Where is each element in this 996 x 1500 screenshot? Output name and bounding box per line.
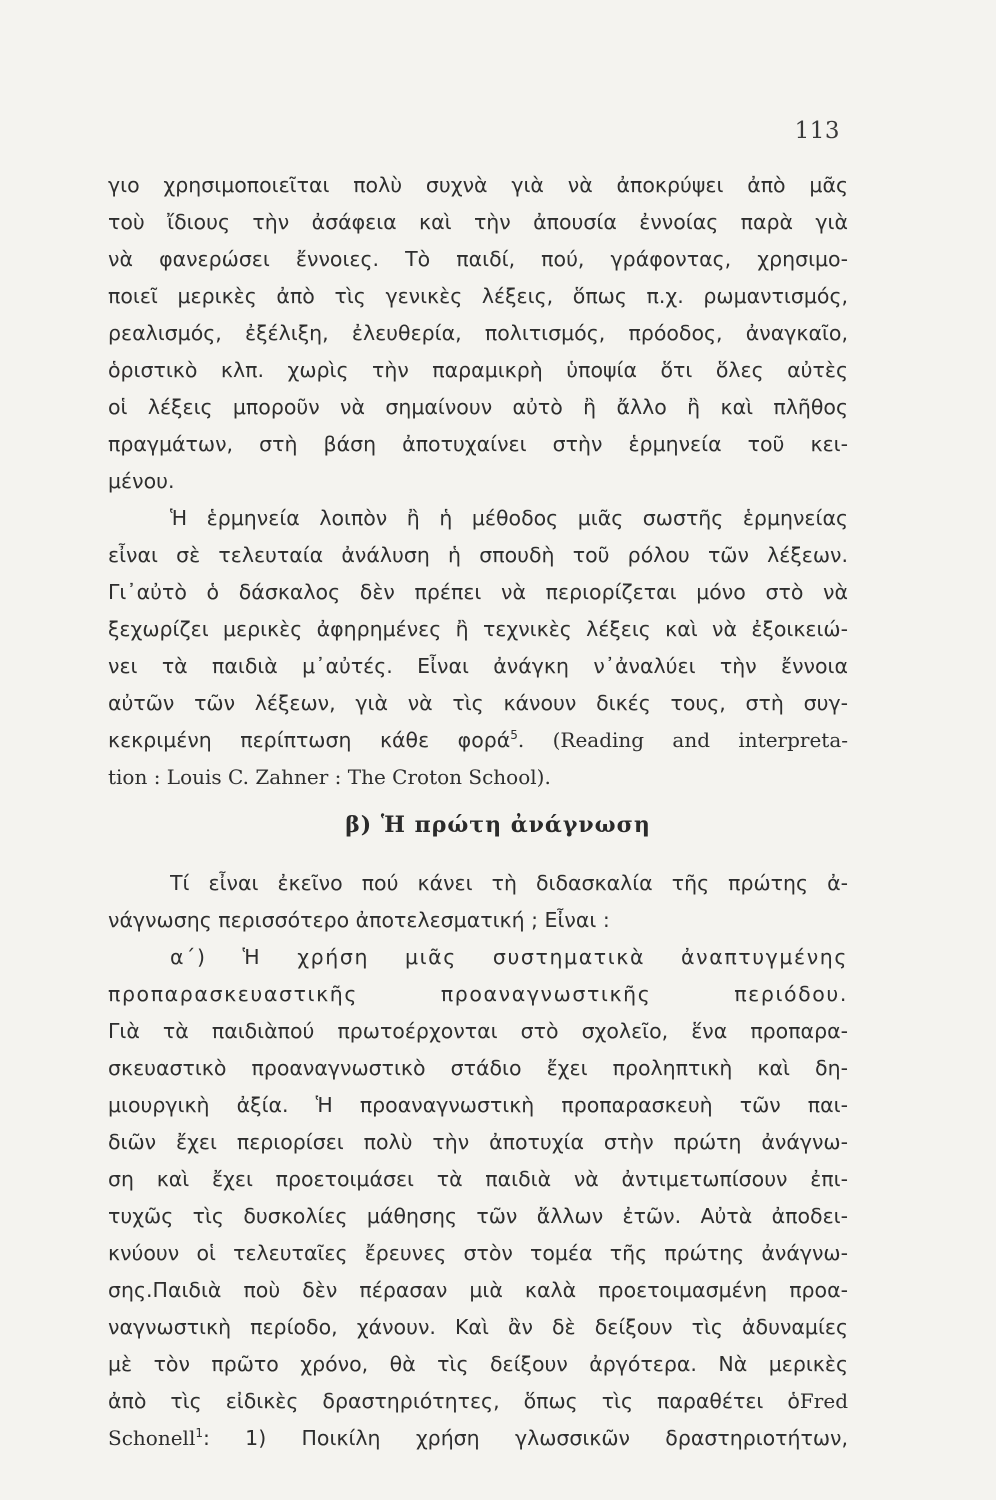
text-line: νει τὰ παιδιὰ μ᾽αὐτές. Εἶναι ἀνάγκη ν᾽ἀναλύει τὴν ἔννοια <box>108 654 848 678</box>
text-line: μιουργικὴ ἀξία. Ἡ προαναγνωστικὴ προπαρασκευὴ τῶν παι- <box>108 1093 848 1117</box>
text-line: μένου. <box>108 469 175 493</box>
text-fragment: ἀπὸ τὶς εἰδικὲς δραστηριότητες, ὅπως τὶς παραθέτει ὁ <box>108 1389 800 1413</box>
text-line <box>108 723 848 763</box>
text-line: πραγμάτων, στὴ βάση ἀποτυχαίνει στὴν ἑρμηνεία τοῦ κει- <box>108 432 848 456</box>
text-line: Ἡ ἑρμηνεία λοιπὸν ἢ ἡ μέθοδος μιᾶς σωστῆς ἑρμηνείας <box>170 506 848 530</box>
text-line <box>108 1421 848 1461</box>
text-line: σης.Παιδιὰ ποὺ δὲν πέρασαν μιὰ καλὰ προετοιμασμένη προα- <box>108 1278 848 1302</box>
text-line: Τί εἶναι ἐκεῖνο πού κάνει τὴ διδασκαλία τῆς πρώτης ἀ- <box>170 871 848 895</box>
text-fragment: : 1) Ποικίλη χρήση γλωσσικῶν δραστηριοτήτων, <box>202 1426 848 1450</box>
text-line: οἱ λέξεις μποροῦν νὰ σημαίνουν αὐτὸ ἢ ἄλλο ἢ καὶ πλῆθος <box>108 395 848 419</box>
text-line: Γιὰ τὰ παιδιὰπού πρωτοέρχονται στὸ σχολεῖο, ἕνα προπαρα- <box>108 1019 848 1043</box>
section-heading: β) Ἡ πρώτη ἀνάγνωση <box>345 812 651 838</box>
citation-text: tion : Louis C. Zahner : The Croton School). <box>108 765 551 789</box>
text-line: σκευαστικὸ προαναγνωστικὸ στάδιο ἔχει προληπτικὴ καὶ δη- <box>108 1056 848 1080</box>
text-line: νάγνωσης περισσότερο ἀποτελεσματική ; Εἶναι : <box>108 908 610 932</box>
text-line: διῶν ἔχει περιορίσει πολὺ τὴν ἀποτυχία στὴν πρώτη ἀνάγνω- <box>108 1130 848 1154</box>
text-line: ση καὶ ἔχει προετοιμάσει τὰ παιδιὰ νὰ ἀντιμετωπίσουν ἐπι- <box>108 1167 848 1191</box>
list-item-heading: α΄) Ἡ χρήση μιᾶς συστηματικὰ ἀναπτυγμένης <box>170 945 848 969</box>
list-item-heading: προπαρασκευαστικῆς προαναγνωστικῆς περιόδου. <box>108 982 848 1006</box>
text-line: ναγνωστικὴ περίοδο, χάνουν. Καὶ ἂν δὲ δείξουν τὶς ἀδυναμίες <box>108 1315 848 1339</box>
text-line: μὲ τὸν πρῶτο χρόνο, θὰ τὶς δείξουν ἀργότερα. Νὰ μερικὲς <box>108 1352 848 1376</box>
text-line: ρεαλισμός, ἐξέλιξη, ἐλευθερία, πολιτισμός, πρόοδος, ἀναγκαῖο, <box>108 321 848 345</box>
text-line: κνύουν οἱ τελευταῖες ἔρευνες στὸν τομέα τῆς πρώτης ἀνάγνω- <box>108 1241 848 1265</box>
text-line: αὐτῶν τῶν λέξεων, γιὰ νὰ τὶς κάνουν δικές τους, στὴ συγ- <box>108 691 848 715</box>
text-line: εἶναι σὲ τελευταία ἀνάλυση ἡ σπουδὴ τοῦ ρόλου τῶν λέξεων. <box>108 543 848 567</box>
citation-text: . (Reading and interpreta- <box>517 728 848 752</box>
text-line: τοὺ ἴδιους τὴν ἀσάφεια καὶ τὴν ἀπουσία ἐννοίας παρὰ γιὰ <box>108 210 848 234</box>
author-name: Fred <box>799 1389 848 1413</box>
text-line <box>108 1384 848 1424</box>
footnote-marker: 1 <box>195 1426 203 1441</box>
author-name: Schonell <box>108 1426 196 1450</box>
text-line: νὰ φανερώσει ἔννοιες. Τὸ παιδί, πού, γράφοντας, χρησιμο- <box>108 247 848 271</box>
footnote-marker: 5 <box>510 728 518 743</box>
text-line: ποιεῖ μερικὲς ἀπὸ τὶς γενικὲς λέξεις, ὅπως π.χ. ρωμαντισμός, <box>108 284 848 308</box>
page-number: 113 <box>794 118 840 144</box>
text-line: Γι᾽αὐτὸ ὁ δάσκαλος δὲν πρέπει νὰ περιορίζεται μόνο στὸ νὰ <box>108 580 848 604</box>
text-line: ξεχωρίζει μερικὲς ἀφηρημένες ἢ τεχνικὲς λέξεις καὶ νὰ ἐξοικειώ- <box>108 617 848 641</box>
text-line: γιο χρησιμοποιεῖται πολὺ συχνὰ γιὰ νὰ ἀποκρύψει ἀπὸ μᾶς <box>108 173 848 197</box>
text-line: ὁριστικὸ κλπ. χωρὶς τὴν παραμικρὴ ὑποψία ὅτι ὅλες αὐτὲς <box>108 358 848 382</box>
text-fragment: κεκριμένη περίπτωση κάθε φορά <box>108 728 511 752</box>
text-line: τυχῶς τὶς δυσκολίες μάθησης τῶν ἄλλων ἐτῶν. Αὐτὰ ἀποδει- <box>108 1204 848 1228</box>
